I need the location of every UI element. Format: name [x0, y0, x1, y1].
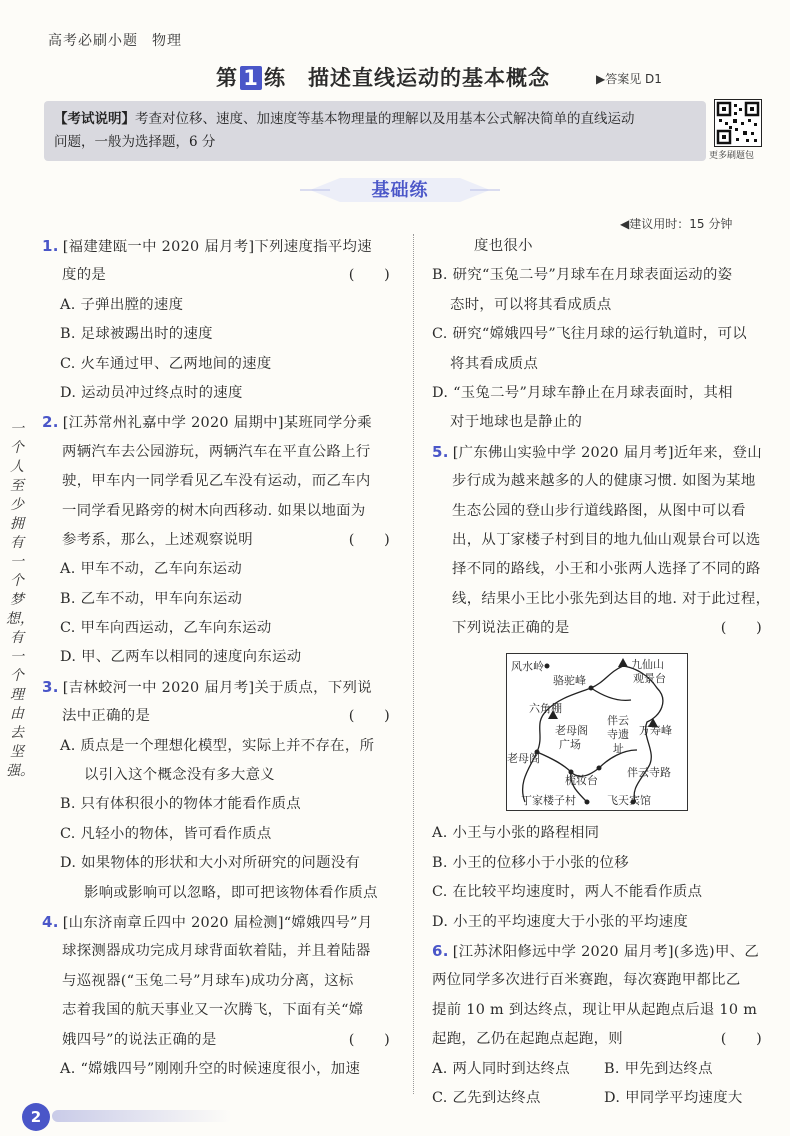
q3-number: 3. — [42, 677, 59, 696]
question-6 — [432, 937, 766, 1113]
hiking-trail-map — [506, 653, 688, 811]
map-label-fuyunsilu: 伴云寺路 — [627, 766, 671, 780]
q6-answer-blank[interactable]: ( ) — [720, 1031, 762, 1048]
q2-number: 2. — [42, 413, 59, 432]
q6-stem-2: 两位同学多次进行百米赛跑，每次赛跑甲都比乙 — [432, 972, 741, 989]
q1-option-d[interactable]: D. 运动员冲过终点时的速度 — [60, 384, 243, 401]
q1-answer-blank[interactable]: ( ) — [348, 267, 390, 284]
title-suffix: 练 — [264, 66, 286, 90]
q2-option-d[interactable]: D. 甲、乙两车以相同的速度向东运动 — [60, 649, 302, 666]
q4-option-d[interactable]: D. “玉兔二号”月球车静止在月球表面时，其相 — [432, 384, 733, 401]
q1-line-2 — [42, 261, 394, 290]
q6-options-row-1 — [432, 1055, 766, 1084]
q3-line-2 — [42, 702, 394, 731]
q5-option-a[interactable]: A. 小王与小张的路程相同 — [432, 825, 600, 842]
q6-stem-4: 起跑，乙仍在起跑点起跑，则 — [432, 1031, 623, 1048]
right-column — [432, 232, 771, 1113]
q4-option-a-cont: 度也很小 — [474, 238, 533, 254]
suggested-time: ◀建议用时：15 分钟 — [620, 217, 733, 231]
q4-option-c-cont: 将其看成质点 — [450, 355, 539, 372]
map-label-fuyun-1: 伴云 — [607, 714, 629, 728]
q4-stem-3: 与巡视器(“玉兔二号”月球车)成功分离，这标 — [62, 972, 354, 989]
q5-option-c[interactable]: C. 在比较平均速度时，两人不能看作质点 — [432, 884, 703, 901]
section-title: 基础练 — [371, 180, 429, 201]
q4-stem-5: 娥四号”的说法正确的是 — [62, 1031, 217, 1048]
q6-option-a[interactable]: A. 两人同时到达终点 — [432, 1060, 570, 1077]
q3-answer-blank[interactable]: ( ) — [348, 708, 390, 725]
exam-description — [54, 108, 694, 154]
q2-stem-4: 一同学看见路旁的树木向西移动. 如果以地面为 — [62, 502, 366, 519]
q5-stem-6: 线，结果小王比小张先到达目的地. 对于此过程， — [452, 590, 771, 607]
map-label-jiuxianshan: 九仙山 — [631, 658, 664, 672]
q2-stem-2: 两辆汽车去公园游玩，两辆汽车在平直公路上行 — [62, 443, 371, 460]
book-title: 高考必刷小题 — [48, 33, 138, 49]
q2-option-b[interactable]: B. 乙车不动，甲车向东运动 — [60, 590, 243, 607]
q6-stem-3: 提前 10 m 到达终点，现让甲从起跑点后退 10 m — [432, 1001, 758, 1018]
q3-option-d[interactable]: D. 如果物体的形状和大小对所研究的问题没有 — [60, 855, 361, 872]
exam-description-box — [44, 101, 706, 161]
answer-reference[interactable]: ▶答案见 D1 — [596, 72, 662, 86]
q4-option-b-cont: 态时，可以将其看成质点 — [450, 296, 612, 313]
q3-option-b[interactable]: B. 只有体积很小的物体才能看作质点 — [60, 796, 301, 813]
q5-stem-3: 生态公园的登山步行道线路图，从图中可以看 — [452, 502, 746, 519]
exam-label: 【考试说明】 — [54, 111, 135, 127]
question-4 — [42, 908, 394, 1084]
q3-stem-2: 法中正确的是 — [62, 708, 151, 725]
q4-line-5 — [42, 1026, 394, 1055]
subject-label: 物理 — [152, 33, 182, 49]
q6-number: 6. — [432, 942, 449, 961]
map-label-shuzhuangtai: 梳妆台 — [565, 774, 598, 788]
q3-option-c[interactable]: C. 凡轻小的物体，皆可看作质点 — [60, 825, 272, 842]
map-label-wanshoufeng: 万寿峰 — [639, 724, 672, 738]
q6-line-4 — [432, 1025, 766, 1054]
q5-number: 5. — [432, 442, 449, 461]
exam-line-1: 考查对位移、速度、加速度等基本物理量的理解以及用基本公式解决简单的直线运动 — [135, 111, 635, 127]
question-3 — [42, 673, 394, 908]
q3-stem-1: [吉林蛟河一中 2020 届月考]关于质点，下列说 — [62, 679, 372, 696]
q4-option-d-cont: 对于地球也是静止的 — [450, 414, 583, 431]
q6-option-d[interactable]: D. 甲同学平均速度大 — [604, 1089, 743, 1106]
q5-stem-1: [广东佛山实验中学 2020 届月考]近年来，登山 — [452, 444, 762, 461]
column-divider — [413, 234, 414, 1094]
q4-option-b[interactable]: B. 研究“玉兔二号”月球车在月球表面运动的姿 — [432, 267, 733, 284]
map-label-guangchang: 广场 — [559, 738, 581, 752]
q5-answer-blank[interactable]: ( ) — [720, 620, 762, 637]
q5-option-b[interactable]: B. 小王的位移小于小张的位移 — [432, 854, 629, 871]
q2-option-c[interactable]: C. 甲车向西运动，乙车向东运动 — [60, 620, 272, 637]
lesson-title — [216, 62, 550, 92]
map-label-fuyun-3: 址 — [613, 742, 624, 756]
q6-option-b[interactable]: B. 甲先到达终点 — [604, 1060, 713, 1077]
q1-option-c[interactable]: C. 火车通过甲、乙两地间的速度 — [60, 355, 272, 372]
q1-option-a[interactable]: A. 子弹出膛的速度 — [60, 296, 184, 313]
map-label-guanjingtai: 观景台 — [633, 672, 666, 686]
page-number: 2 — [22, 1103, 50, 1131]
map-label-laomuge-square: 老母阁 — [555, 724, 588, 738]
q4-stem-2: 球探测器成功完成月球背面软着陆，并且着陆器 — [62, 943, 371, 960]
q2-line-5 — [42, 526, 394, 555]
q6-line-1 — [432, 937, 766, 966]
q3-option-a-cont: 以引入这个概念没有多大意义 — [84, 767, 275, 784]
q4-number: 4. — [42, 912, 59, 931]
question-1 — [42, 232, 394, 408]
title-prefix: 第 — [216, 66, 238, 90]
q1-option-b[interactable]: B. 足球被踢出时的速度 — [60, 326, 213, 343]
q5-option-d[interactable]: D. 小王的平均速度大于小张的平均速度 — [432, 913, 689, 930]
lesson-title-row — [0, 62, 790, 92]
q2-answer-blank[interactable]: ( ) — [348, 531, 390, 548]
section-header — [300, 170, 500, 210]
q4-option-a[interactable]: A. “嫦娥四号”刚刚升空的时候速度很小，加速 — [60, 1060, 361, 1077]
q1-line-1 — [42, 232, 394, 261]
q3-option-a[interactable]: A. 质点是一个理想化模型，实际上并不存在，所 — [60, 737, 375, 754]
qr-label: 更多刷题包 — [709, 151, 755, 161]
lesson-number: 1 — [240, 66, 262, 90]
q5-stem-2: 步行成为越来越多的人的健康习惯. 如图为某地 — [452, 473, 756, 490]
q5-stem-4: 出，从丁家楼子村到目的地九仙山观景台可以选 — [452, 531, 761, 548]
q2-line-1 — [42, 408, 394, 437]
q2-stem-3: 驶，甲车内一同学看见乙车没有运动，而乙车内 — [62, 473, 371, 490]
q3-line-1 — [42, 673, 394, 702]
map-label-liujiaopeng: 六角棚 — [529, 702, 562, 716]
q5-stem-5: 择不同的路线，小王和小张两人选择了不同的路 — [452, 561, 761, 578]
q4-option-c[interactable]: C. 研究“嫦娥四号”飞往月球的运行轨道时，可以 — [432, 326, 747, 343]
map-label-fuyun-2: 寺遗 — [607, 728, 629, 742]
map-label-feitianbinguan: 飞天宾馆 — [607, 794, 651, 808]
question-5 — [432, 438, 771, 937]
page-number-bar — [52, 1110, 232, 1122]
q5-line-1 — [432, 438, 766, 467]
title-text: 描述直线运动的基本概念 — [308, 66, 550, 90]
q1-stem-2: 度的是 — [62, 267, 107, 284]
q6-stem-1: [江苏沭阳修远中学 2020 届月考](多选)甲、乙 — [452, 944, 760, 961]
running-header — [48, 30, 182, 50]
map-label-dingjialouzicun: 丁家楼子村 — [521, 794, 576, 808]
q4-stem-1: [山东济南章丘四中 2020 届检测]“嫦娥四号”月 — [62, 914, 373, 931]
q4-answer-blank[interactable]: ( ) — [348, 1031, 390, 1048]
q2-stem-1: [江苏常州礼嘉中学 2020 届期中]某班同学分乘 — [62, 415, 372, 432]
left-column — [42, 232, 394, 1084]
map-label-luotuofeng: 骆驼峰 — [553, 674, 586, 688]
map-label-laomuge: 老母阁 — [507, 752, 540, 766]
q4-stem-4: 志着我国的航天事业又一次腾飞，下面有关“嫦 — [62, 1002, 364, 1019]
q6-option-c[interactable]: C. 乙先到达终点 — [432, 1089, 541, 1106]
qr-code-icon[interactable] — [714, 99, 762, 147]
map-label-fengshuiling: 风水岭 — [511, 660, 544, 674]
q2-option-a[interactable]: A. 甲车不动，乙车向东运动 — [60, 561, 243, 578]
q3-option-d-cont: 影响或影响可以忽略，即可把该物体看作质点 — [84, 884, 378, 901]
question-2 — [42, 408, 394, 673]
exam-line-2: 问题，一般为选择题，6 分 — [54, 134, 216, 150]
q4-line-1 — [42, 908, 394, 937]
q5-stem-7: 下列说法正确的是 — [452, 620, 570, 637]
q5-line-7 — [432, 614, 766, 643]
q1-number: 1. — [42, 237, 59, 255]
q6-options-row-2 — [432, 1084, 766, 1113]
handwritten-side-note: 一个人至少拥有一个梦想，有一个理由去坚强。 — [6, 421, 34, 779]
q1-stem-1: [福建建瓯一中 2020 届月考]下列速度指平均速 — [62, 239, 372, 255]
q2-stem-5: 参考系，那么，上述观察说明 — [62, 531, 253, 548]
